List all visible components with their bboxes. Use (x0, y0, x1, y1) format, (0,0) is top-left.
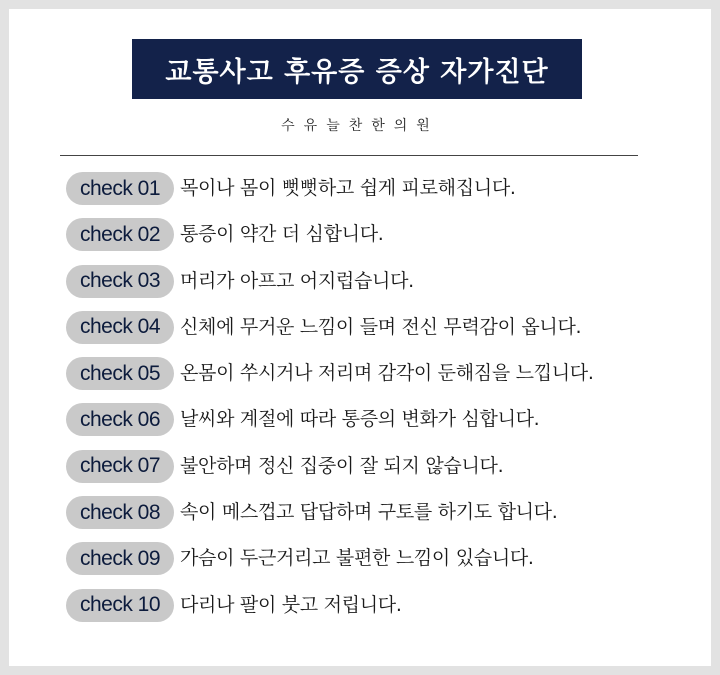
check-text: 불안하며 정신 집중이 잘 되지 않습니다. (180, 454, 504, 477)
check-badge: check 10 (66, 589, 174, 622)
check-badge: check 03 (66, 265, 174, 298)
check-text: 다리나 팔이 붓고 저립니다. (180, 593, 402, 616)
check-badge: check 09 (66, 542, 174, 575)
clinic-name: 수유늘찬한의원 (281, 118, 439, 134)
check-text: 신체에 무거운 느낌이 들며 전신 무력감이 옵니다. (180, 315, 582, 338)
check-text: 머리가 아프고 어지럽습니다. (180, 269, 414, 292)
check-badge: check 02 (66, 218, 174, 251)
check-text: 속이 메스껍고 답답하며 구토를 하기도 합니다. (180, 501, 558, 524)
check-text: 가슴이 두근거리고 불편한 느낌이 있습니다. (180, 547, 534, 570)
check-text: 날씨와 계절에 따라 통증의 변화가 심합니다. (180, 408, 540, 431)
page-title: 교통사고 후유증 증상 자가진단 (132, 39, 582, 99)
check-text: 통증이 약간 더 심합니다. (180, 223, 384, 246)
check-badge: check 08 (66, 496, 174, 529)
check-badge: check 01 (66, 172, 174, 205)
check-item-01 (66, 172, 706, 218)
check-item-10 (66, 589, 706, 635)
divider (60, 155, 638, 156)
check-item-03 (66, 265, 706, 311)
check-badge: check 05 (66, 357, 174, 390)
check-item-04 (66, 311, 706, 357)
check-item-02 (66, 218, 706, 264)
check-item-07 (66, 450, 706, 496)
check-badge: check 06 (66, 403, 174, 436)
checklist-card (9, 9, 711, 666)
symptom-checklist (66, 172, 706, 635)
check-item-06 (66, 403, 706, 449)
check-item-05 (66, 357, 706, 403)
check-badge: check 04 (66, 311, 174, 344)
check-text: 온몸이 쑤시거나 저리며 감각이 둔해짐을 느낍니다. (180, 362, 594, 385)
check-item-09 (66, 542, 706, 588)
check-badge: check 07 (66, 450, 174, 483)
check-item-08 (66, 496, 706, 542)
check-text: 목이나 몸이 뻣뻣하고 쉽게 피로해집니다. (180, 177, 516, 199)
